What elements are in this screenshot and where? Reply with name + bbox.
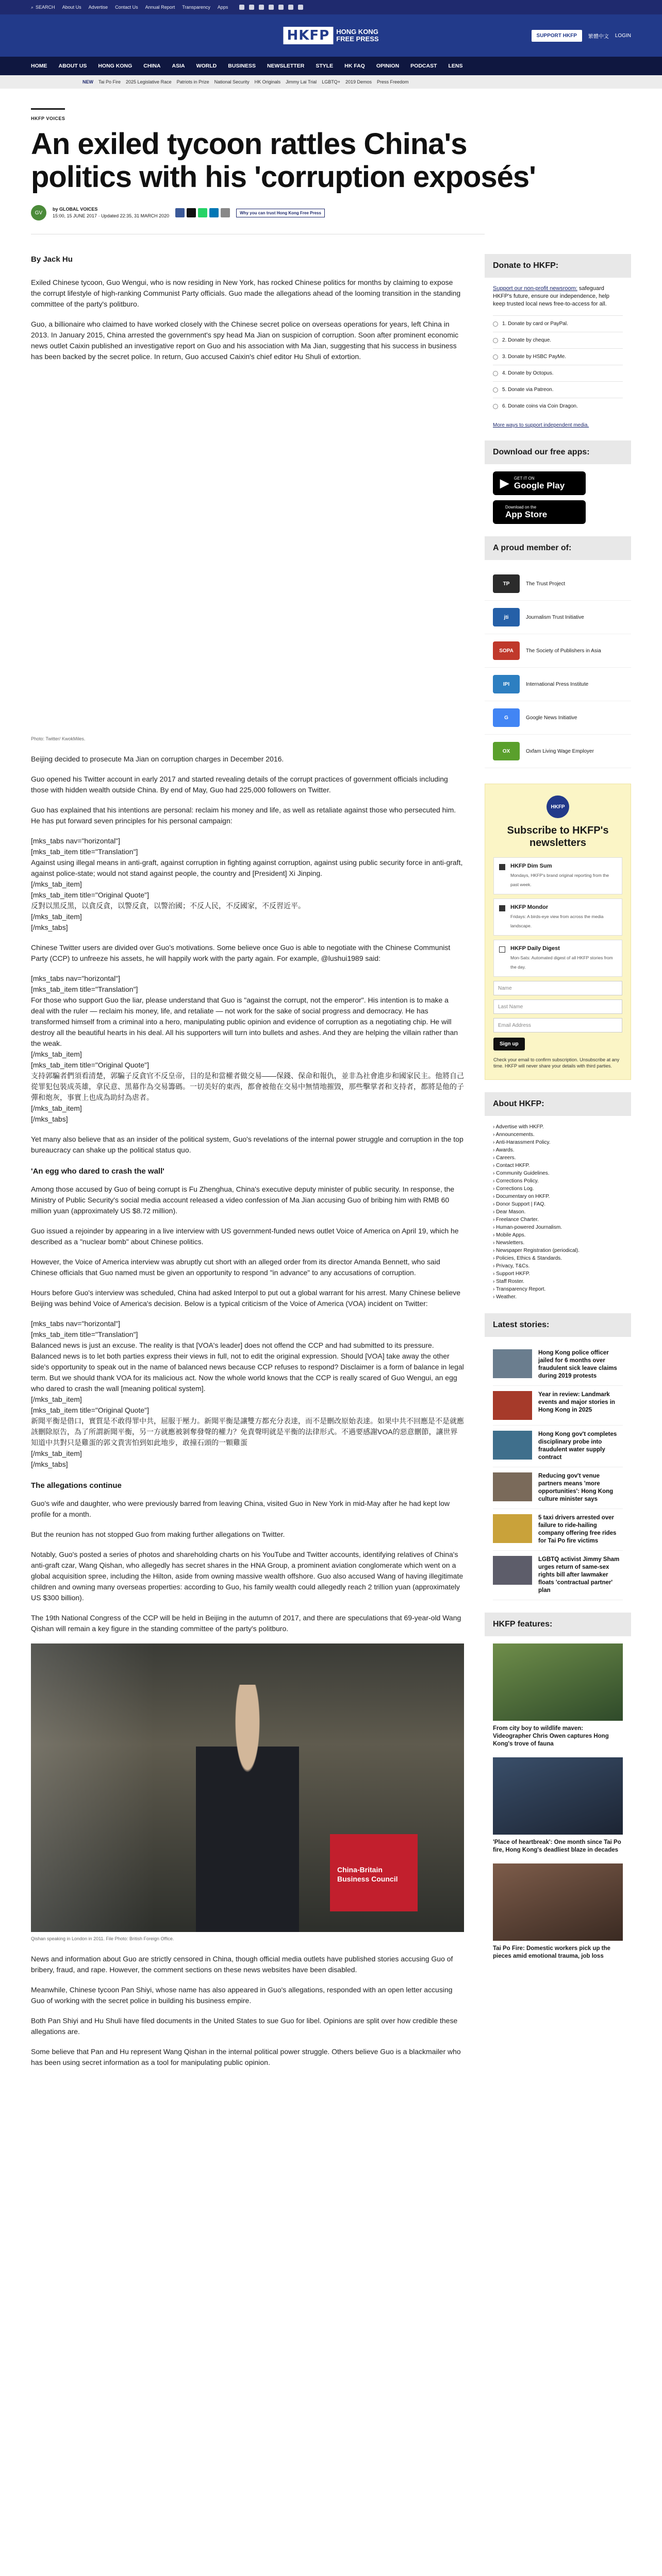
paragraph: Yet many also believe that as an insider of the political system, Guo's revelations of the internal power struggle and corruption in the top bureaucracy can shake up the political status quo. [31, 1135, 464, 1154]
about-link[interactable]: › Freelance Charter. [493, 1216, 623, 1224]
paragraph: Guo, a billionaire who claimed to have worked closely with the Chinese secret police on overseas operations for years, left China in 2013. In January 2015, China arrested the government's spy head Ma Jian on suspicion of corruption. Soon after prominent economic news outlet Caixin published an investigative report on Guo and his association with Ma Jian, suggesting that his success in business has been backed by the secret police. In return, Guo accused Caixin's chief editor Hu Shuli of extortion. [31, 320, 459, 361]
paragraph: Beijing decided to prosecute Ma Jian on corruption charges in December 2016. [31, 755, 284, 763]
util-annual-report[interactable]: Annual Report [145, 5, 175, 10]
about-link[interactable]: › Corrections Log. [493, 1185, 623, 1193]
newsletter-option[interactable]: HKFP Mondor Fridays: A birds-eye view from across the media landscape. [493, 899, 622, 936]
donate-option[interactable]: 4. Donate by Octopus. [493, 365, 623, 381]
feature-image [493, 1757, 623, 1835]
feature-story[interactable]: 'Place of heartbreak': One month since Tai Po fire, Hong Kong's deadliest blaze in decades [493, 1757, 623, 1854]
paragraph: News and information about Guo are strictly censored in China, though official media outlets have published stories accusing Guo of bribery, fraud, and rape. However, the comment sections on these news websites have been disabled. [31, 1955, 453, 1974]
name-input[interactable]: Name [493, 981, 622, 995]
latest-story[interactable]: Hong Kong gov't completes disciplinary probe into fraudulent water supply contract [493, 1426, 623, 1467]
donate-option[interactable]: 5. Donate via Patreon. [493, 381, 623, 398]
about-list [485, 1123, 631, 1301]
linkedin-icon[interactable] [278, 5, 284, 10]
masthead [0, 14, 662, 57]
paragraph: Guo issued a rejoinder by appearing in a live interview with US government-funded news outlet Voice of America on April 19, which he described as a "nuclear bomb" about Chinese politics. [31, 1227, 459, 1246]
about-link[interactable]: › Staff Roster. [493, 1278, 623, 1285]
about-link[interactable]: › Weather. [493, 1293, 623, 1301]
whatsapp-share-icon[interactable] [198, 208, 207, 217]
nav-world[interactable]: WORLD [196, 63, 217, 69]
about-link[interactable]: › Policies, Ethics & Standards. [493, 1255, 623, 1262]
paragraph: Meanwhile, Chinese tycoon Pan Shiyi, whose name has also appeared in Guo's allegations, responded with an open letter accusing Guo of working with the secret police in building his business empire. [31, 1986, 453, 2005]
newsletter-option[interactable]: HKFP Daily Digest Mon-Sats: Automated digest of all HKFP stories from the day. [493, 940, 622, 977]
about-link[interactable]: › Human-powered Journalism. [493, 1224, 623, 1231]
masthead-actions [532, 30, 631, 42]
util-about[interactable]: About Us [62, 5, 81, 10]
member-item[interactable]: jti Journalism Trust Initiative [485, 601, 631, 634]
story-thumbnail [493, 1556, 532, 1585]
paragraph: Guo opened his Twitter account in early 2017 and started revealing details of the corrupt practices of government officials including those with hidden wealth outside China. By end of May, Guo had 225,000 followers on Twitter. [31, 775, 448, 794]
paragraph: However, the Voice of America interview was abruptly cut short with an alleged order from its director Amanda Bennett, who said Chinese officials that Guo named must be given an opportunity to respond "in advance" to any accusations of corruption. [31, 1258, 440, 1277]
radio-icon [493, 338, 498, 343]
byline: by GLOBAL VOICES 15:00, 15 JUNE 2017 · Updated 22:35, 31 MARCH 2020 [53, 207, 170, 218]
photo-caption: Photo: Twitter/ KwokMiles. [31, 736, 86, 741]
nav-business[interactable]: BUSINESS [228, 63, 256, 69]
search-icon: ⌕ [31, 4, 34, 10]
about-link[interactable]: › Careers. [493, 1154, 623, 1162]
site-logo[interactable]: HKFP HONG KONG FREE PRESS [283, 27, 378, 44]
social-icons [239, 5, 303, 10]
about-link[interactable]: › Transparency Report. [493, 1285, 623, 1293]
support-button[interactable]: SUPPORT HKFP [532, 30, 582, 42]
features-heading: HKFP features: [485, 1613, 631, 1636]
nav-style[interactable]: STYLE [316, 63, 334, 69]
apps-heading: Download our free apps: [485, 440, 631, 464]
oxfam-logo: OX [493, 742, 520, 760]
category-label[interactable]: HKFP VOICES [31, 108, 65, 121]
language-toggle[interactable]: 繁體中文 [588, 33, 609, 40]
about-link[interactable]: › Privacy, T&Cs. [493, 1262, 623, 1270]
checkbox-icon[interactable] [499, 946, 505, 953]
updated-date: Updated 22:35, 31 MARCH 2020 [101, 213, 170, 218]
member-item[interactable]: OX Oxfam Living Wage Employer [485, 735, 631, 768]
story-thumbnail [493, 1431, 532, 1460]
feature-image [493, 1643, 623, 1721]
embedded-tweet-image [31, 371, 464, 732]
youtube-icon[interactable] [269, 5, 274, 10]
donate-option[interactable]: 1. Donate by card or PayPal. [493, 315, 623, 332]
trust-link[interactable]: Why you can trust Hong Kong Free Press [236, 209, 325, 217]
paragraph: Guo's wife and daughter, who were previously barred from leaving China, visited Guo in New York in mid-May after he had kept low profile for a month. [31, 1499, 450, 1518]
topic-link[interactable]: 2025 Legislative Race [126, 79, 172, 84]
last-name-input[interactable]: Last Name [493, 999, 622, 1014]
main-nav [0, 57, 662, 75]
utility-bar [0, 0, 662, 14]
topic-link[interactable]: Press Freedom [376, 79, 409, 84]
story-thumbnail [493, 1349, 532, 1378]
x-share-icon[interactable] [187, 208, 196, 217]
email-input[interactable]: Email Address [493, 1018, 622, 1032]
photo-sign: China-Britain Business Council [330, 1834, 418, 1911]
util-search[interactable]: ⌕ SEARCH [31, 4, 55, 10]
newsletter-box [485, 784, 631, 1080]
rss-icon[interactable] [298, 5, 303, 10]
about-link[interactable]: › Anti-Harassment Policy. [493, 1139, 623, 1146]
radio-icon [493, 354, 498, 360]
topics-bar [0, 75, 662, 89]
nav-podcast[interactable]: PODCAST [410, 63, 437, 69]
latest-story[interactable]: 5 taxi drivers arrested over failure to ride-hailing company offering free rides for Tai Po fire victims [493, 1509, 623, 1551]
nav-asia[interactable]: ASIA [172, 63, 185, 69]
about-link[interactable]: › Community Guidelines. [493, 1170, 623, 1177]
about-link[interactable]: › Mobile Apps. [493, 1231, 623, 1239]
checkbox-icon[interactable] [499, 864, 505, 870]
topic-link[interactable]: HK Originals [254, 79, 281, 84]
section-heading: 'An egg who dared to crash the wall' [31, 1167, 164, 1176]
facebook-share-icon[interactable] [175, 208, 185, 217]
x-icon[interactable] [249, 5, 254, 10]
donate-text: Support our non-profit newsroom: safeguard HKFP's future, ensure our independence, help keep trusted local news free-to-access for all. [493, 285, 609, 307]
util-transparency[interactable]: Transparency [182, 5, 210, 10]
app-store-badge[interactable]: Download on the App Store [493, 500, 586, 524]
nav-faq[interactable]: HK FAQ [344, 63, 365, 69]
member-item[interactable]: SOPA The Society of Publishers in Asia [485, 634, 631, 668]
tabs-shortcode: [mks_tabs nav="horizontal"] [mks_tab_item title="Translation"] Balanced news is just an excuse. The reality is that [VOA's leader] does not offend the CCP and had submitted to its pressure. Balanced news is to let both parties express their views in full, not to edit the original expression. Should [VOA] take away the other side's opportunity to speak out in the name of balanced news because CCP refuses to respond? Disclaimer is a form of balance in legal term. But we should thank VOA for its malicious act. Now the whole world knows that the CCP is really scared of Guo Wengui, an egg who dared to crash the wall [meaning political system]. [/mks_tab_item] [mks_tab_item title="Original Quote"] 新聞平衡是借口，實質是不敢得罪中共，屈服于壓力。新聞平衡是讓雙方都充分表達，而不是刪改原始表達。如果中共不回應是不是就應該刪除原告，為了所謂新聞平衡，另一方就應被剝奪發聲的權力？免責聲明就是平衡的法律形式。不過要感謝VOA的惡意刪節，讓世界知道中共對只是雞蛋的郭文貴害怕到如此地步，敢撞石頭的一顆雞蛋 [/mks_tab_item] [/mks_tabs] [31, 1319, 464, 1468]
about-link[interactable]: › Awards. [493, 1146, 623, 1154]
article-body [31, 255, 464, 2077]
topic-link[interactable]: 2019 Demos [345, 79, 372, 84]
latest-story[interactable]: Year in review: Landmark events and major stories in Hong Kong in 2025 [493, 1386, 623, 1426]
topic-link[interactable]: Jimmy Lai Trial [286, 79, 317, 84]
about-link[interactable]: › Documentary on HKFP. [493, 1193, 623, 1200]
share-icons [175, 208, 230, 217]
about-link[interactable]: › Support HKFP. [493, 1270, 623, 1278]
tabs-shortcode: [mks_tabs nav="horizontal"] [mks_tab_item title="Translation"] For those who support Guo the liar, please understand that Guo is "against the corrupt, not the emperor". His intention is to make a deal with the ruler — reclaim his money, life, and retaliate — not work for the sake of social progress and democracy. He has transformed himself from a criminal into a hero, manipulating public opinion and evidence of corruption as a negotiating chip. He will destroy all the beautiful hearts in his deal. All his supporters will turn into bullets and ashes. And they are helping the villain rather than the weak. [/mks_tab_item] [mks_tab_item title="Original Quote"] 支持郭騙者們須看清楚，郭騙子反貪官不反皇帝，目的是和當權者做交易——保錢、保命和報仇，並非為社會進步和國家民主。他將自己從罪犯包裝成英雄，拿民意、黑幕作為交易籌碼。一切美好的東西，都會被他在交易中無情地摧毀，那些擊掌者和支持者，都將是他的子彈和炮灰，事實上也成為助紂為虐者。 [/mks_tab_item] [/mks_tabs] [31, 974, 464, 1123]
donate-option[interactable]: 6. Donate coins via Coin Dragon. [493, 398, 623, 414]
newsletter-option[interactable]: HKFP Dim Sum Mondays, HKFP's brand original reporting from the past week. [493, 857, 622, 894]
about-link[interactable]: › Corrections Policy. [493, 1177, 623, 1185]
util-advertise[interactable]: Advertise [88, 5, 108, 10]
threads-icon[interactable] [288, 5, 293, 10]
member-item[interactable]: IPI International Press Institute [485, 668, 631, 701]
topic-link[interactable]: Patriots in Prize [176, 79, 209, 84]
about-link[interactable]: › Dear Mason. [493, 1208, 623, 1216]
about-heading: About HKFP: [485, 1092, 631, 1116]
nav-hong-kong[interactable]: HONG KONG [98, 63, 133, 69]
topic-link[interactable]: Tai Po Fire [98, 79, 121, 84]
paragraph: Exiled Chinese tycoon, Guo Wengui, who is now residing in New York, has rocked Chinese politics for months by claiming to expose the corrupt lifestyle of high-ranking Communist Party officials. Guo made the allegations ahead of the looming transition in the standing committee of the party's politburo. [31, 278, 461, 308]
nav-home[interactable]: HOME [31, 63, 47, 69]
radio-icon [493, 371, 498, 376]
donate-heading: Donate to HKFP: [485, 254, 631, 278]
story-thumbnail [493, 1472, 532, 1501]
newsletter-title: Subscribe to HKFP's newsletters [507, 825, 609, 849]
util-contact[interactable]: Contact Us [115, 5, 138, 10]
member-item[interactable]: G Google News Initiative [485, 701, 631, 735]
topics-new-label: NEW [82, 79, 93, 84]
instagram-icon[interactable] [259, 5, 264, 10]
login-link[interactable]: LOGIN [615, 32, 631, 39]
page-title: An exiled tycoon rattles China's politics with his 'corruption exposés' [31, 127, 536, 194]
paragraph: Both Pan Shiyi and Hu Shuli have filed documents in the United States to sue Guo for libel. Opinions are split over how credible these allegations are. [31, 2016, 458, 2036]
linkedin-share-icon[interactable] [209, 208, 219, 217]
nav-about[interactable]: ABOUT US [58, 63, 87, 69]
paragraph: Guo has explained that his intentions are personal: reclaim his money and life, as well as retaliate against those who persecuted him. He has put forward seven principles for his personal campaign: [31, 806, 456, 825]
google-play-badge[interactable]: ▶ GET IT ON Google Play [493, 471, 586, 495]
donate-option[interactable]: 3. Donate by HSBC PayMe. [493, 348, 623, 365]
util-apps[interactable]: Apps [217, 5, 228, 10]
feature-story[interactable]: Tai Po Fire: Domestic workers pick up the pieces amid emotional trauma, job loss [493, 1863, 623, 1960]
author-line: By Jack Hu [31, 255, 73, 264]
feature-story[interactable]: From city boy to wildlife maven: Videographer Chris Owen captures Hong Kong's trove of fauna [493, 1643, 623, 1748]
hkfp-logo: HKFP [547, 795, 569, 818]
features-list [485, 1643, 631, 1960]
ipi-logo: IPI [493, 675, 520, 693]
wang-qishan-photo [31, 1643, 464, 1932]
latest-heading: Latest stories: [485, 1313, 631, 1337]
newsletter-fineprint: Check your email to confirm subscription. Unsubscribe at any time. HKFP will never share your details with third parties. [493, 1057, 620, 1069]
paragraph: But the reunion has not stopped Guo from making further allegations on Twitter. [31, 1530, 285, 1538]
more-ways-link[interactable]: More ways to support independent media. [493, 422, 589, 428]
about-link[interactable]: › Contact HKFP. [493, 1162, 623, 1170]
trust-project-logo: TP [493, 574, 520, 593]
photo-caption: Qishan speaking in London in 2011. File Photo: British Foreign Office. [31, 1936, 174, 1941]
jti-logo: jti [493, 608, 520, 626]
paragraph: Notably, Guo's posted a series of photos and shareholding charts on his YouTube and Twitter accounts, identifying relatives of China's anti-graft czar, Wang Qishan, who allegedly has secret shares in the HNA Group, a prominent aviation conglomerate which went on a global acquisition spree, including the Hilton, aside from owning massive wealth offshore. Guo also accused Wang of having illegitimate children and owning many overseas properties: according to Guo, his family wealth could allegedly reach 2 trillion yuan (approximately US $300 billion). [31, 1550, 464, 1602]
email-share-icon[interactable] [221, 208, 230, 217]
about-link[interactable]: › Advertise with HKFP. [493, 1123, 623, 1131]
section-heading: The allegations continue [31, 1481, 122, 1490]
nav-china[interactable]: CHINA [143, 63, 161, 69]
paragraph: Hours before Guo's interview was scheduled, China had asked Interpol to put out a global warrant for his arrest. Many Chinese believe Beijing was behind Voice of America's decision. Below is a typical criticism of the Voice of America (VOA) incident on Twitter: [31, 1289, 461, 1308]
member-item[interactable]: TP The Trust Project [485, 567, 631, 601]
checkbox-icon[interactable] [499, 905, 505, 911]
play-icon: ▶ [500, 477, 509, 489]
about-link[interactable]: › Announcements. [493, 1131, 623, 1139]
about-link[interactable]: › Newspaper Registration (periodical). [493, 1247, 623, 1255]
latest-story[interactable]: Hong Kong police officer jailed for 6 months over fraudulent sick leave claims during 2019 protests [493, 1344, 623, 1386]
nav-lens[interactable]: LENS [448, 63, 463, 69]
member-heading: A proud member of: [485, 536, 631, 560]
paragraph: Chinese Twitter users are divided over Guo's motivations. Some believe once Guo is able to negotiate with the Chinese Communist Party (CCP) to unfreeze his assets, he will happily work with the party again. For example, @lushui1989 said: [31, 943, 451, 962]
article-header [31, 89, 631, 234]
story-thumbnail [493, 1514, 532, 1543]
feature-image [493, 1863, 623, 1941]
google-news-logo: G [493, 708, 520, 727]
author-avatar: GV [31, 205, 46, 221]
facebook-icon[interactable] [239, 5, 244, 10]
sopa-logo: SOPA [493, 641, 520, 660]
donate-options [485, 315, 631, 414]
latest-list [485, 1344, 631, 1600]
about-link[interactable]: › Newsletters. [493, 1239, 623, 1247]
signup-button[interactable]: Sign up [493, 1038, 525, 1050]
paragraph: The 19th National Congress of the CCP will be held in Beijing in the autumn of 2017, and there are speculations that 69-year-old Wang Qishan will remain a key figure in the standing committee of the party's politburo. [31, 1614, 461, 1633]
about-link[interactable]: › Donor Support | FAQ. [493, 1200, 623, 1208]
sidebar [485, 254, 631, 2077]
donate-option[interactable]: 2. Donate by cheque. [493, 332, 623, 348]
radio-icon [493, 387, 498, 393]
tabs-shortcode: [mks_tabs nav="horizontal"] [mks_tab_item title="Translation"] Against using illegal means in anti-graft, against corruption in fighting against corruption, against using public security force in anti-graft, against police-state; would not stand against people, the country and [President] Xi Jinping. [/mks_tab_item] [mks_tab_item title="Original Quote"] 反對以黑反黑，以貪反貪，以警反貪，以警治國；不反人民，不反國家，不反習近平。 [/mks_tab_item] [/mks_tabs] [31, 837, 463, 931]
story-thumbnail [493, 1391, 532, 1420]
byline-row [31, 205, 485, 234]
paragraph: Some believe that Pan and Hu represent Wang Qishan in the internal political power struggle. Others believe Guo is a blackmailer who has been using secret information as a tool for manipulating public opinion. [31, 2047, 461, 2066]
topic-link[interactable]: LGBTQ+ [322, 79, 340, 84]
topic-link[interactable]: National Security [214, 79, 250, 84]
radio-icon [493, 404, 498, 409]
latest-story[interactable]: LGBTQ activist Jimmy Sham urges return of same-sex rights bill after lawmaker floats 'contractual partner' plan [493, 1551, 623, 1600]
radio-icon [493, 321, 498, 327]
paragraph: Among those accused by Guo of being corrupt is Fu Zhenghua, China's executive deputy minister of public security. In response, the Ministry of Public Security's social media account released a video confession of Ma Jian accusing Guo of bribing him with RMB 60 million yuan (approximately US $8.72 million). [31, 1185, 455, 1215]
publish-date: 15:00, 15 JUNE 2017 [53, 213, 97, 218]
nav-newsletter[interactable]: NEWSLETTER [267, 63, 305, 69]
nav-opinion[interactable]: OPINION [376, 63, 400, 69]
latest-story[interactable]: Reducing gov't venue partners means 'more opportunities': Hong Kong culture minister says [493, 1467, 623, 1509]
